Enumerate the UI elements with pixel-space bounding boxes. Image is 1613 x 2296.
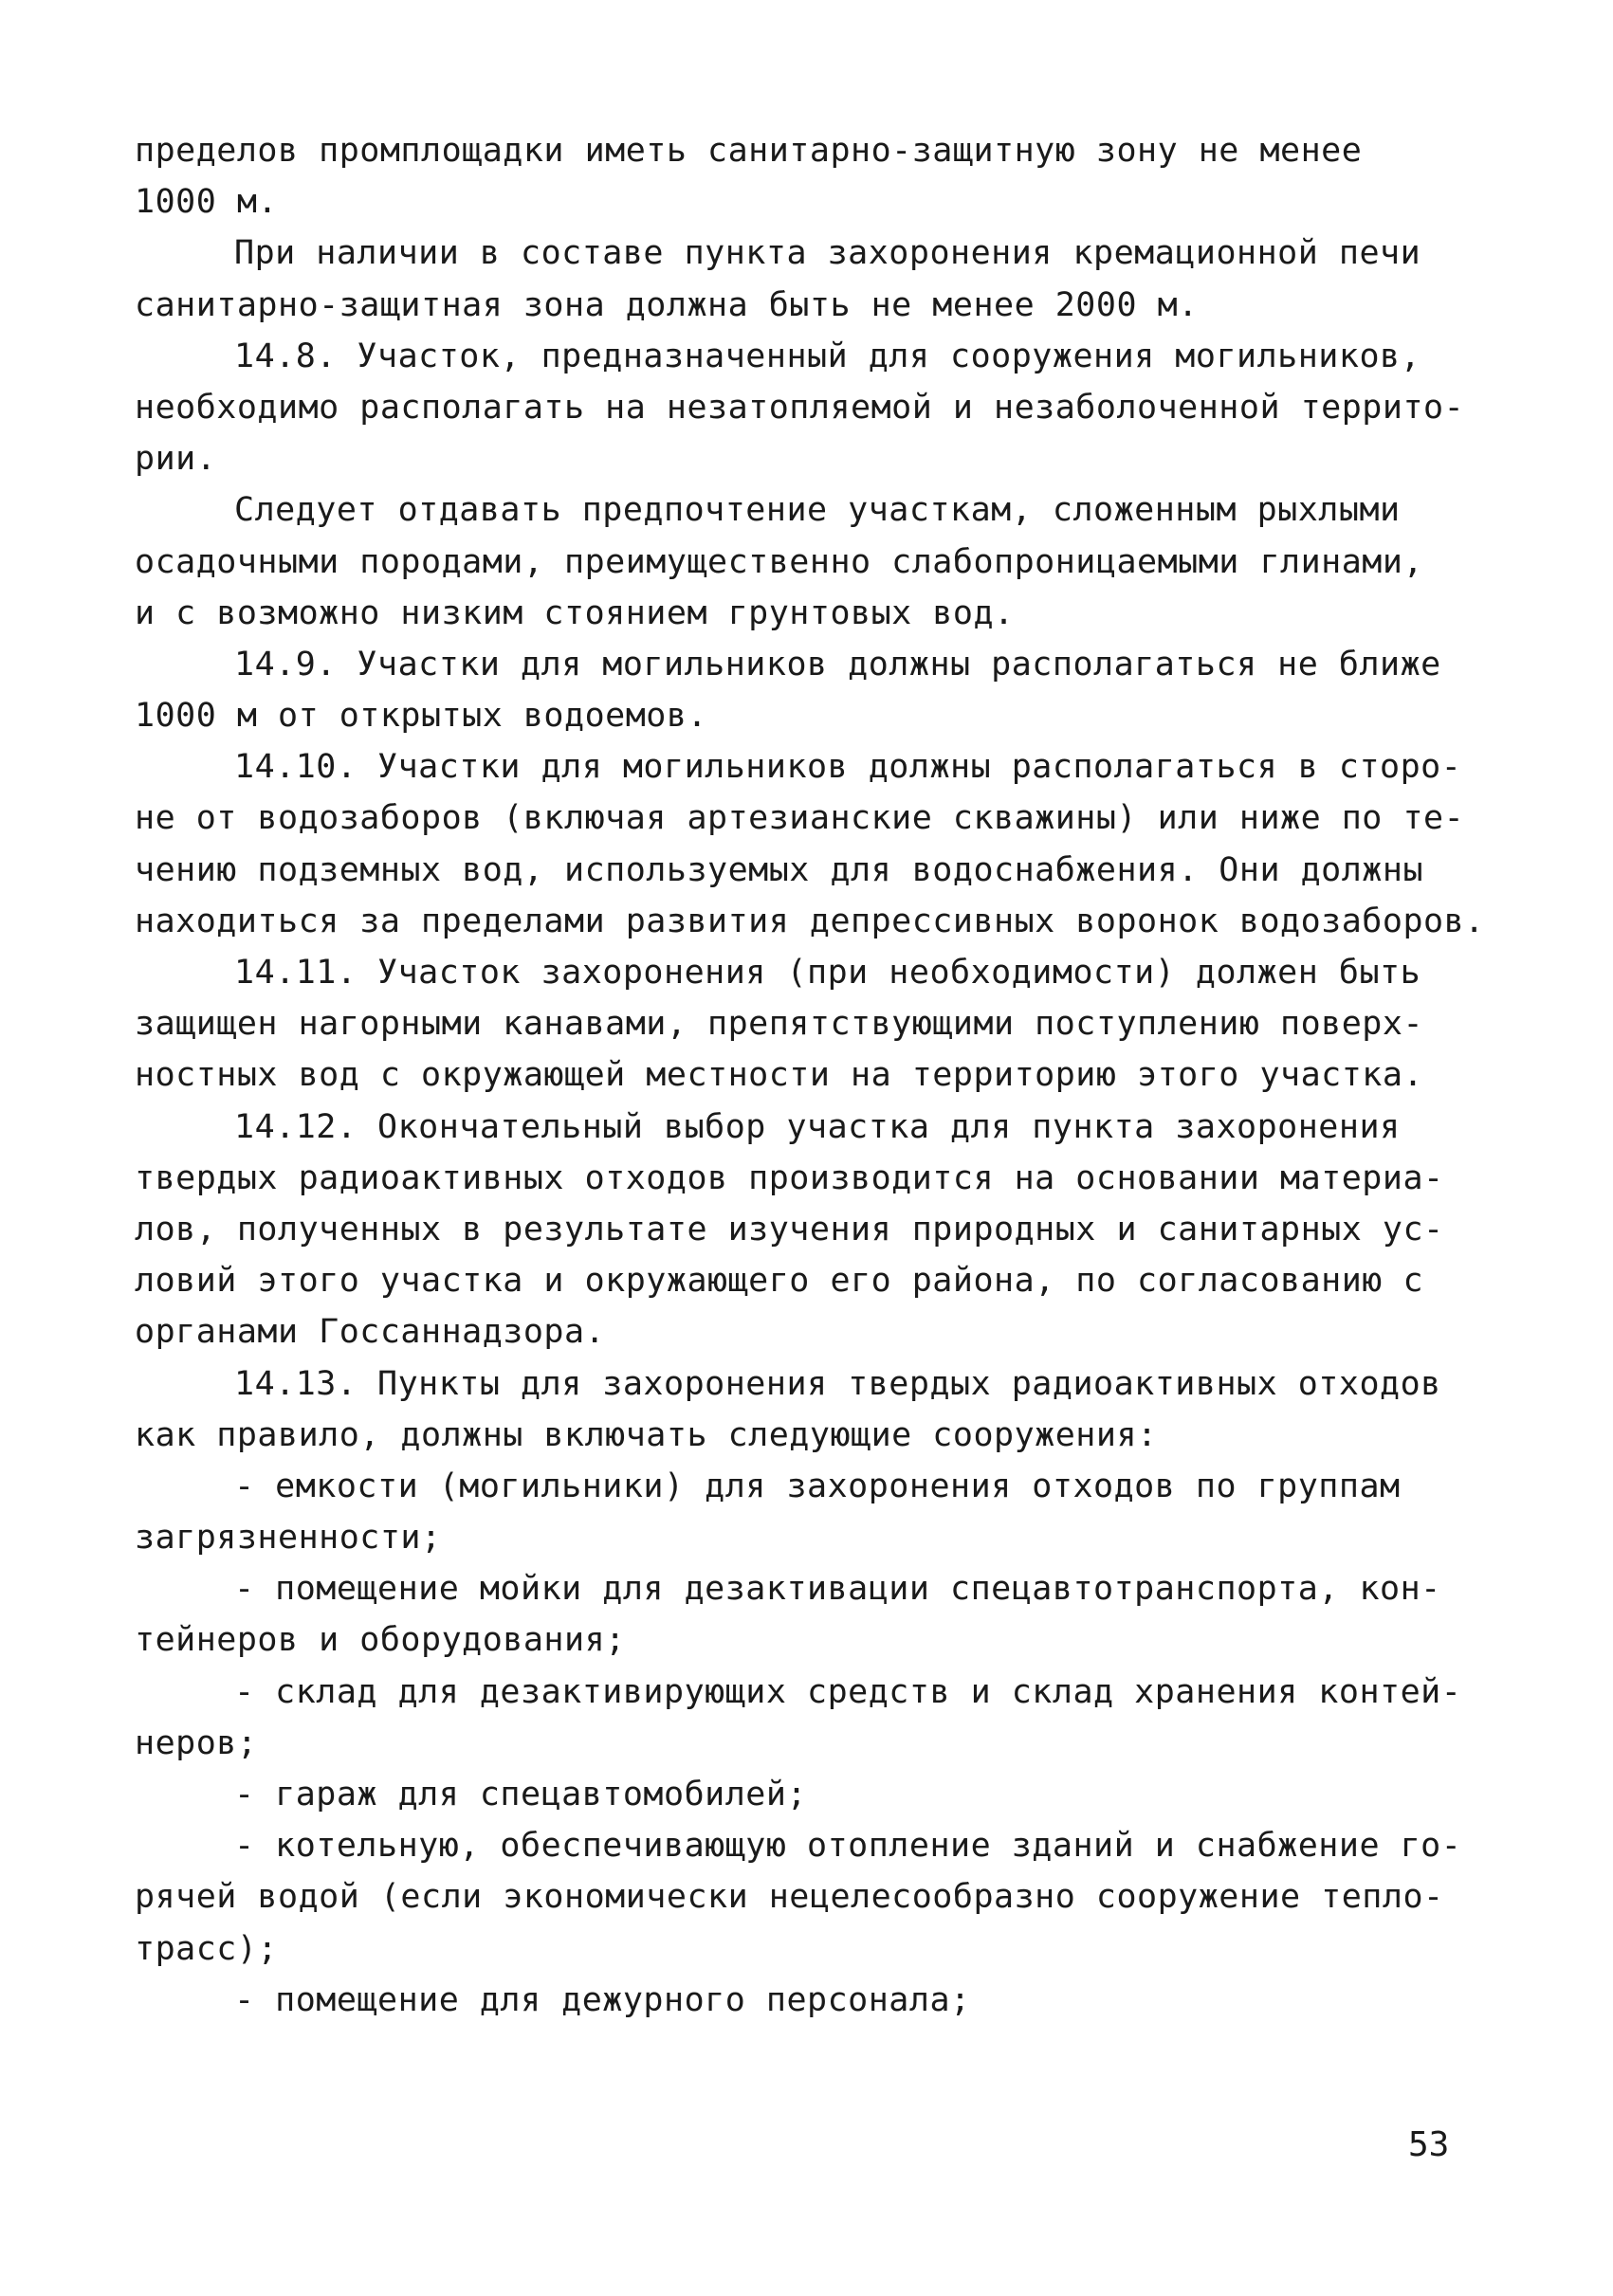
- text-line: осадочными породами, преимущественно слабопроницаемыми глинами,: [135, 542, 1424, 581]
- text-line: - склад для дезактивирующих средств и склад хранения контей-: [234, 1672, 1462, 1711]
- text-line: находиться за пределами развития депрессивных воронок водозаборов.: [135, 902, 1485, 940]
- text-line: 14.9. Участки для могильников должны располагаться не ближе: [234, 645, 1441, 683]
- text-line: твердых радиоактивных отходов производится на основании материа-: [135, 1158, 1444, 1197]
- text-line: 1000 м от открытых водоемов.: [135, 697, 708, 736]
- text-line: При наличии в составе пункта захоронения кремационной печи: [234, 234, 1421, 273]
- text-line: тейнеров и оборудования;: [135, 1621, 626, 1660]
- text-line: 14.8. Участок, предназначенный для сооружения могильников,: [234, 337, 1421, 375]
- text-line: как правило, должны включать следующие сооружения:: [135, 1415, 1158, 1454]
- text-line: не от водозаборов (включая артезианские скважины) или ниже по те-: [135, 799, 1465, 838]
- text-line: неров;: [135, 1723, 258, 1762]
- text-line: 14.13. Пункты для захоронения твердых радиоактивных отходов: [234, 1364, 1441, 1403]
- text-line: и с возможно низким стоянием грунтовых вод.: [135, 593, 1015, 632]
- text-line: Следует отдавать предпочтение участкам, сложенным рыхлыми: [234, 491, 1401, 530]
- text-line: защищен нагорными канавами, препятствующими поступлению поверх-: [135, 1005, 1424, 1044]
- text-line: 14.10. Участки для могильников должны располагаться в сторо-: [234, 748, 1462, 787]
- text-line: 14.12. Окончательный выбор участка для пункта захоронения: [234, 1107, 1401, 1146]
- text-line: - котельную, обеспечивающую отопление зданий и снабжение го-: [234, 1827, 1462, 1866]
- text-line: трасс);: [135, 1929, 279, 1968]
- text-line: лов, полученных в результате изучения природных и санитарных ус-: [135, 1210, 1444, 1248]
- document-body: [135, 125, 1485, 2026]
- text-line: ностных вод с окружающей местности на территорию этого участка.: [135, 1056, 1424, 1095]
- text-line: рячей водой (если экономически нецелесообразно сооружение тепло-: [135, 1878, 1444, 1917]
- text-line: загрязненности;: [135, 1519, 442, 1558]
- text-line: - гараж для спецавтомобилей;: [234, 1776, 808, 1813]
- text-line: органами Госсаннадзора.: [135, 1313, 606, 1352]
- text-line: 14.11. Участок захоронения (при необходимости) должен быть: [234, 954, 1421, 992]
- text-line: рии.: [135, 440, 217, 479]
- text-line: чению подземных вод, используемых для водоснабжения. Они должны: [135, 850, 1424, 889]
- text-line: - помещение для дежурного персонала;: [234, 1980, 971, 2019]
- page-number: 53: [1408, 2125, 1450, 2164]
- text-line: пределов промплощадки иметь санитарно-защитную зону не менее: [135, 132, 1363, 170]
- text-line: - помещение мойки для дезактивации спецавтотранспорта, кон-: [234, 1570, 1441, 1609]
- text-line: - емкости (могильники) для захоронения отходов по группам: [234, 1467, 1401, 1505]
- text-line: необходимо располагать на незатопляемой и незаболоченной террито-: [135, 388, 1465, 427]
- text-line: ловий этого участка и окружающего его района, по согласованию с: [135, 1262, 1424, 1301]
- text-line: 1000 м.: [135, 183, 279, 222]
- text-line: санитарно-защитная зона должна быть не менее 2000 м.: [135, 285, 1199, 324]
